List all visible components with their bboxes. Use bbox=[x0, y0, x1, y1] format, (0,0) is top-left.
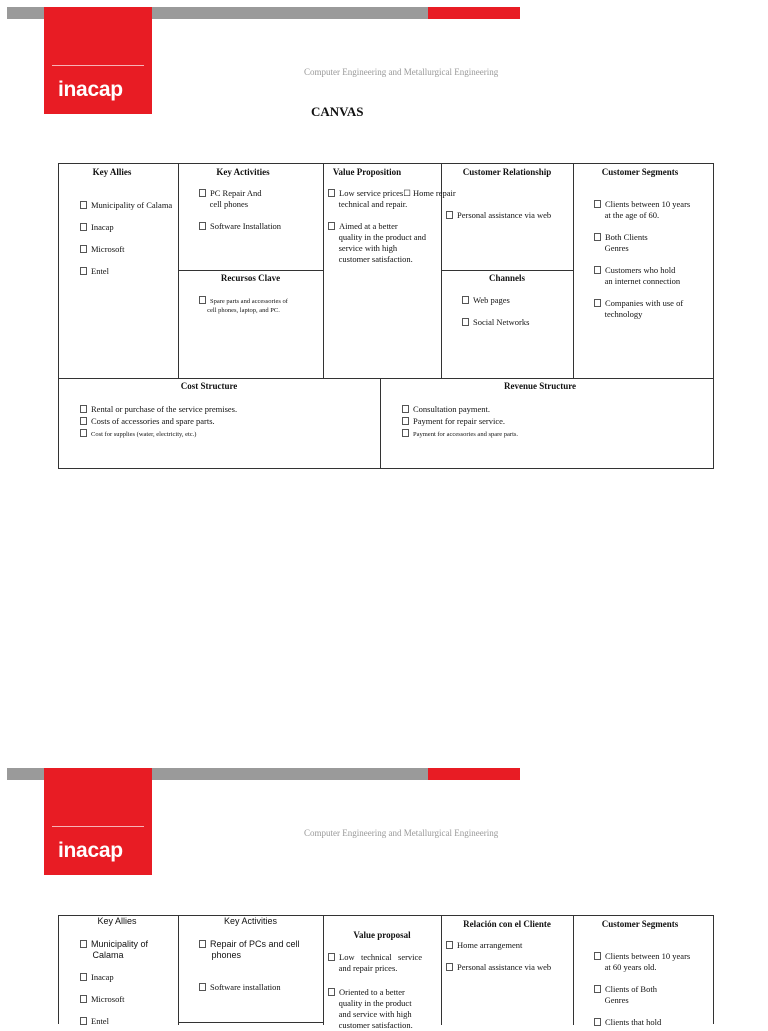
list-item: Both Clients Genres bbox=[594, 232, 648, 254]
logo-divider bbox=[52, 65, 144, 66]
list-item: Software Installation bbox=[199, 221, 281, 232]
list-item: Rental or purchase of the service premises. bbox=[80, 404, 237, 415]
list-item: Entel bbox=[80, 1016, 109, 1027]
list-item: Low service prices☐ Home repair technical and repair. bbox=[328, 188, 456, 210]
header-customer-segments: Customer Segments bbox=[601, 919, 679, 929]
list-item: PC Repair And cell phones bbox=[199, 188, 261, 210]
list-item: Software installation bbox=[199, 982, 281, 993]
header-subtitle: Computer Engineering and Metallurgical Engineering bbox=[304, 67, 499, 77]
list-item: Inacap bbox=[80, 972, 114, 983]
logo-text: inacap bbox=[58, 839, 123, 862]
list-item: Microsoft bbox=[80, 244, 125, 255]
list-item: Microsoft bbox=[80, 994, 125, 1005]
list-item: Clients that hold bbox=[594, 1017, 661, 1028]
list-item: Personal assistance via web bbox=[446, 210, 551, 221]
header-red-bar bbox=[428, 7, 520, 19]
list-item: Cost for supplies (water, electricity, etc.) bbox=[80, 429, 196, 439]
header-key-allies: Key Allies bbox=[97, 916, 137, 926]
list-item: Social Networks bbox=[462, 317, 529, 328]
canvas-table bbox=[58, 915, 714, 1030]
list-item: Clients between 10 years at 60 years old. bbox=[594, 951, 690, 973]
header-relacion-cliente: Relación con el Cliente bbox=[463, 919, 551, 929]
header-value-proposition: Value Proposition bbox=[332, 167, 402, 177]
canvas-table bbox=[58, 163, 714, 469]
list-item: Consultation payment. bbox=[402, 404, 490, 415]
header-channels: Channels bbox=[488, 273, 525, 283]
list-item: Entel bbox=[80, 266, 109, 277]
list-item: Inacap bbox=[80, 222, 114, 233]
header-customer-relationship: Customer Relationship bbox=[462, 167, 552, 177]
header-customer-segments: Customer Segments bbox=[601, 167, 679, 177]
logo-divider bbox=[52, 826, 144, 827]
list-item: Clients of Both Genres bbox=[594, 984, 657, 1006]
page-title: CANVAS bbox=[311, 104, 364, 119]
inacap-logo bbox=[44, 768, 152, 875]
list-item: Payment for accessories and spare parts. bbox=[402, 429, 518, 439]
header-key-allies: Key Allies bbox=[92, 167, 132, 177]
list-item: Oriented to a better quality in the product and service with high customer satisfaction. bbox=[328, 987, 413, 1031]
list-item: Clients between 10 years at the age of 60. bbox=[594, 199, 690, 221]
list-item: Municipality of Calama bbox=[80, 200, 172, 211]
list-item: Web pages bbox=[462, 295, 510, 306]
inacap-logo bbox=[44, 7, 152, 114]
header-value-proposal: Value proposal bbox=[353, 930, 411, 940]
list-item: Companies with use of technology bbox=[594, 298, 683, 320]
header-recursos-clave: Recursos Clave bbox=[220, 273, 281, 283]
list-item: Municipality of Calama bbox=[80, 939, 148, 961]
header-key-activities: Key Activities bbox=[216, 167, 270, 177]
header-cost-structure: Cost Structure bbox=[180, 381, 238, 391]
list-item: Repair of PCs and cell phones bbox=[199, 939, 300, 961]
header-subtitle: Computer Engineering and Metallurgical Engineering bbox=[304, 828, 499, 838]
list-item: Home arrangement bbox=[446, 940, 522, 951]
header-red-bar bbox=[428, 768, 520, 780]
list-item: Customers who hold an internet connection bbox=[594, 265, 680, 287]
list-item: Personal assistance via web bbox=[446, 962, 551, 973]
list-item: Costs of accessories and spare parts. bbox=[80, 416, 215, 427]
list-item: Low technical service and repair prices. bbox=[328, 952, 422, 974]
header-key-activities: Key Activities bbox=[223, 916, 278, 926]
logo-text: inacap bbox=[58, 78, 123, 101]
header-revenue-structure: Revenue Structure bbox=[503, 381, 577, 391]
list-item: Spare parts and accessories of cell phones, laptop, and PC. bbox=[199, 296, 288, 315]
list-item: Aimed at a better quality in the product and service with high customer satisfaction. bbox=[328, 221, 426, 265]
list-item: Payment for repair service. bbox=[402, 416, 505, 427]
